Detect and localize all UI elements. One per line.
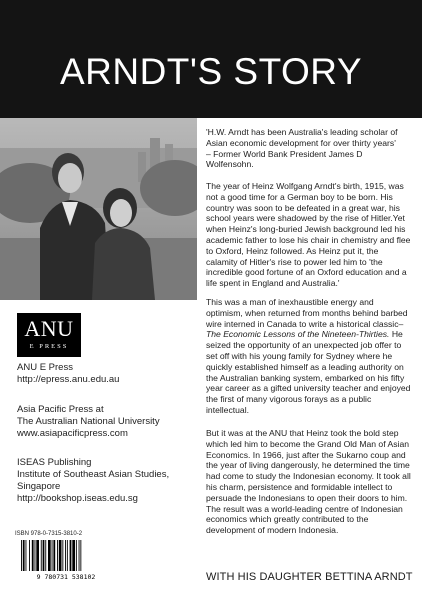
barcode-bar [43,540,45,571]
barcode-graphic [15,540,117,580]
barcode-bar [76,540,77,571]
barcode-bar [36,540,39,571]
iseas-line1: ISEAS Publishing [17,457,92,468]
paragraph-1-text: The year of Heinz Wolfgang Arndt's birth, 1915, was not a good time for a German boy to be born. His country was soon to be defeated in a great war, his school years were shadowed by the rise of Hitler.Yet when Heinz's long-buried Jewish background led his academic father to lose his chair in chemistry and flee to Oxford, Heinz followed. As Heinz put it, the calamity of Hitler's rise to power led him to 'the incredible good fortune of an Oxford education and a life spent in England and Australia.' [206,181,411,289]
barcode-bar [67,540,68,571]
co-author-line: WITH HIS DAUGHTER BETTINA ARNDT [206,571,413,583]
barcode-bar [65,540,66,571]
asia-pacific-url[interactable]: www.asiapacificpress.com [17,428,128,439]
barcode-bar [80,540,81,571]
paragraph-2 [206,297,412,416]
quote-block [206,127,412,170]
isbn-barcode-block [15,530,175,588]
paragraph-2-start: This was a man of inexhaustible energy and optimism, when returned from months behind barbed wire interned in Canada to write a historical classic– [206,297,408,329]
barcode-bar [52,540,53,571]
barcode-bar [70,540,72,571]
barcode-bar [21,540,22,571]
endorsement-quote: 'H.W. Arndt has been Australia's leading scholar of Asian economic development for over thirty years' [206,127,398,148]
paragraph-3 [206,428,412,536]
paragraph-3-text: But it was at the ANU that Heinz took the bold step which led him to become the Grand Old Man of Asian Economics. In 1966, just after the Sukarno coup and the year of living dangerously, he determined the time had come to study the Indonesian economy. It took all his charm, persistence and formidable intellect to persuade the Indonesians to open their doors to him. The result was a world-leading centre of Indonesian economics which greatly contributed to the development of modern Indonesia. [206,428,411,536]
barcode-bar [41,540,42,571]
anu-press-name: ANU E Press [17,362,73,373]
barcode-bar [32,540,34,571]
iseas-publisher-block [17,457,197,505]
barcode-bar [48,540,51,571]
book-reference: The Economic Lessons of the Nineteen-Thirties. [206,329,390,340]
barcode-bar [29,540,30,571]
anu-publisher-block [17,362,197,386]
couple-photo [0,118,197,300]
paragraph-1 [206,181,412,289]
barcode-bar [23,540,25,571]
anu-e-press-logo [17,313,81,357]
barcode-bar [26,540,27,571]
book-title: ARNDT'S STORY [59,51,363,92]
quote-attribution: – Former World Bank President James D Wolfensohn. [206,148,363,170]
iseas-line3: Singapore [17,481,61,492]
asia-pacific-line1: Asia Pacific Press at [17,404,104,415]
barcode-bar [53,540,55,571]
barcode-bar [35,540,36,571]
barcode-bar [79,540,80,571]
barcode-digits: 9 780731 538102 [36,573,96,580]
paragraph-2-text [206,297,412,416]
asia-pacific-publisher-block [17,404,197,440]
logo-sub-text: E PRESS [29,343,69,350]
paragraph-2-end: He seized the opportunity of an unexpected job offer to set off with his young family for Sydney where he quickly established himself as a leading authority on the Australian banking system, embarked on his fifty year career as a gifted university teacher and enjoyed the first of many vigorous forays as a public intellectual. [206,329,411,415]
barcode-bar [59,540,62,571]
iseas-url[interactable]: http://bookshop.iseas.edu.sg [17,493,138,504]
isbn-number: ISBN 978-0-7315-3810-2 [15,531,83,537]
asia-pacific-line2: The Australian National University [17,416,160,427]
barcode-bar [45,540,46,571]
barcode-bar [62,540,63,571]
logo-main-text: ANU [24,316,74,341]
anu-press-url[interactable]: http://epress.anu.edu.au [17,374,120,385]
barcode-bar [72,540,75,571]
barcode-bar [57,540,58,571]
iseas-line2: Institute of Southeast Asian Studies, [17,469,170,480]
